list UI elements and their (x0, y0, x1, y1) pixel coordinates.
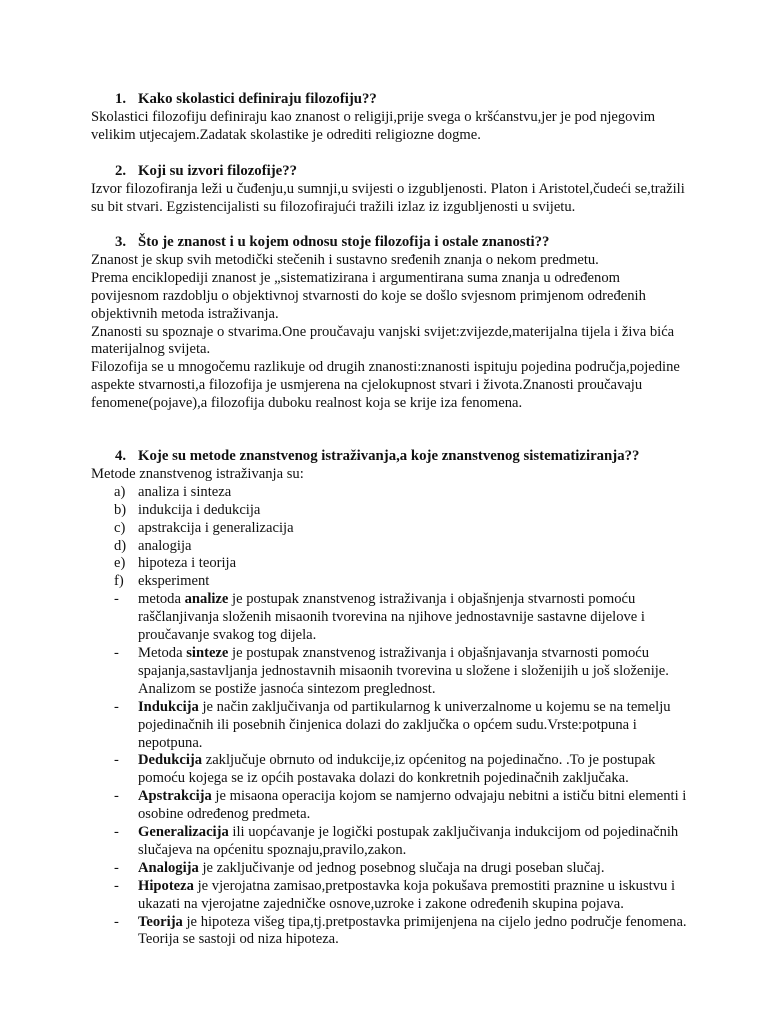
dash-marker: - (114, 591, 119, 608)
definition-item (91, 788, 691, 824)
definition-text: je zaključivanje od jednog posebnog slučaja na drugi poseban slučaj. (198, 859, 605, 876)
dash-marker: - (114, 877, 119, 894)
methods-intro: Metode znanstvenog istraživanja su: (91, 465, 304, 482)
definition-item (91, 860, 691, 878)
definition-item (91, 878, 691, 914)
definition-item (91, 591, 691, 645)
definition-item (91, 645, 691, 699)
definition-term: analize (184, 591, 229, 608)
list-item-text: eksperiment (138, 573, 210, 590)
list-item-text: indukcija i dedukcija (138, 501, 261, 518)
dash-marker: - (114, 913, 119, 930)
section-3 (91, 234, 691, 413)
definition-prefix: Metoda (138, 644, 187, 661)
question-number: 1. (115, 91, 127, 107)
definition-prefix: metoda (138, 591, 185, 608)
question-title: Koji su izvori filozofije?? (138, 163, 298, 179)
definition-text: je način zaključivanja od partikularnog k univerzalnome u kojemu se na temelju pojedinačnih ili posebnih činjenica dolazi do zaključka o općem sudu.Vrste:potpuna i nepotpuna. (138, 698, 671, 751)
list-item (91, 520, 691, 538)
definition-item (91, 824, 691, 860)
question-4-heading (115, 448, 691, 466)
list-item (91, 484, 691, 502)
list-item (91, 538, 691, 556)
answer-paragraph: Znanost je skup svih metodički stečenih i sustavno sređenih znanja o nekom predmetu. (91, 251, 599, 268)
dash-marker: - (114, 644, 119, 661)
definition-item (91, 699, 691, 753)
question-number: 3. (115, 234, 127, 250)
definition-text: je postupak znanstvenog istraživanja i objašnjavanja stvarnosti pomoću spajanja,sastavljanja jednostavnih misaonih tvorevina u složene i složenijih u još složenije. Analizom se postiže jasnoća sintezom preglednost. (138, 644, 669, 697)
list-item-text: hipoteza i teorija (138, 555, 237, 572)
question-1-heading (115, 91, 691, 109)
question-title: Kako skolastici definiraju filozofiju?? (138, 91, 377, 107)
definition-text: zaključuje obrnuto od indukcije,iz općenitog na pojedinačno. .To je postupak pomoću kojega se iz općih postavaka dolazi do konkretnih pojedinačnih zaključaka. (138, 752, 656, 787)
dash-marker: - (114, 859, 119, 876)
definition-term: Hipoteza (138, 877, 194, 894)
question-number: 2. (115, 163, 127, 179)
list-marker: f) (114, 573, 124, 590)
question-3-heading (115, 234, 691, 252)
list-marker: d) (114, 537, 127, 554)
definition-text: je misaona operacija kojom se namjerno odvajaju nebitni a ističu bitni elementi i osobine određenog predmeta. (138, 788, 687, 823)
definition-item (91, 914, 691, 950)
dash-marker: - (114, 698, 119, 715)
list-item-text: analogija (138, 537, 192, 554)
list-marker: c) (114, 519, 126, 536)
definition-term: Apstrakcija (138, 788, 212, 805)
list-marker: a) (114, 483, 126, 500)
definition-item (91, 752, 691, 788)
definition-text: je hipoteza višeg tipa,tj.pretpostavka primijenjena na cijelo jedno područje fenomena. Teorija se sastoji od niza hipoteza. (138, 913, 687, 948)
definition-term: Teorija (138, 913, 183, 930)
methods-list (91, 484, 691, 591)
question-2-heading (115, 163, 691, 181)
definition-text: je postupak znanstvenog istraživanja i objašnjenja stvarnosti pomoću raščlanjivanja složenih misaonih tvorevina na njihove jednostavnije sastavne dijelove i proučavanje svakog tog dijela. (138, 591, 645, 644)
answer-paragraph: Znanosti su spoznaje o stvarima.One proučavaju vanjski svijet:zvijezde,materijalna tijela i živa bića materijalnog svijeta. (91, 323, 675, 358)
list-item-text: apstrakcija i generalizacija (138, 519, 294, 536)
dash-marker: - (114, 824, 119, 841)
section-1 (91, 91, 691, 145)
list-item (91, 573, 691, 591)
list-marker: b) (114, 501, 127, 518)
definition-term: Indukcija (138, 698, 199, 715)
question-title: Što je znanost i u kojem odnosu stoje filozofija i ostale znanosti?? (138, 234, 550, 250)
list-item (91, 502, 691, 520)
answer-paragraph: Prema enciklopediji znanost je „sistematizirana i argumentirana suma znanja u određenom povijesnom razdoblju o objektivnoj stvarnosti do koje se došlo svjesnom primjenom određenih objektivnih metoda istraživanja. (91, 269, 646, 322)
definition-term: Dedukcija (138, 752, 203, 769)
answer-paragraph: Izvor filozofiranja leži u čuđenju,u sumnji,u svijesti o izgubljenosti. Platon i Aristotel,čudeći se,tražili su bit stvari. Egzistencijalisti su filozofirajući tražili izlaz iz izgubljenosti u svijetu. (91, 180, 685, 215)
question-title: Koje su metode znanstvenog istraživanja,a koje znanstvenog sistematiziranja?? (138, 448, 640, 464)
list-item (91, 555, 691, 573)
definition-term: Generalizacija (138, 824, 229, 841)
definitions-list (91, 591, 691, 949)
section-4 (91, 448, 691, 949)
list-item-text: analiza i sinteza (138, 483, 232, 500)
definition-text: ili uopćavanje je logički postupak zaključivanja indukcijom od pojedinačnih slučajeva na općenitu spoznaju,pravilo,zakon. (138, 824, 679, 858)
list-marker: e) (114, 555, 126, 572)
definition-term: Analogija (138, 859, 199, 876)
dash-marker: - (114, 788, 119, 805)
question-number: 4. (115, 448, 127, 464)
definition-term: sinteze (186, 644, 229, 661)
dash-marker: - (114, 752, 119, 769)
answer-paragraph: Skolastici filozofiju definiraju kao znanost o religiji,prije svega o kršćanstvu,jer je pod njegovim velikim utjecajem.Zadatak skolastike je odrediti religiozne dogme. (91, 108, 656, 143)
answer-paragraph: Filozofija se u mnogočemu razlikuje od drugih znanosti:znanosti ispituju pojedina područja,pojedine aspekte stvarnosti,a filozofija je usmjerena na cjelokupnost stvari i života.Znanosti proučavaju fenomene(pojave),a filozofija duboku realnost koja se krije iza fenomena. (91, 359, 680, 412)
section-2 (91, 163, 691, 217)
definition-text: je vjerojatna zamisao,pretpostavka koja pokušava premostiti praznine u iskustvu i ukazati na vjerojatne zajedničke osnove,uzroke i zakone određenih skupina pojava. (138, 877, 675, 912)
